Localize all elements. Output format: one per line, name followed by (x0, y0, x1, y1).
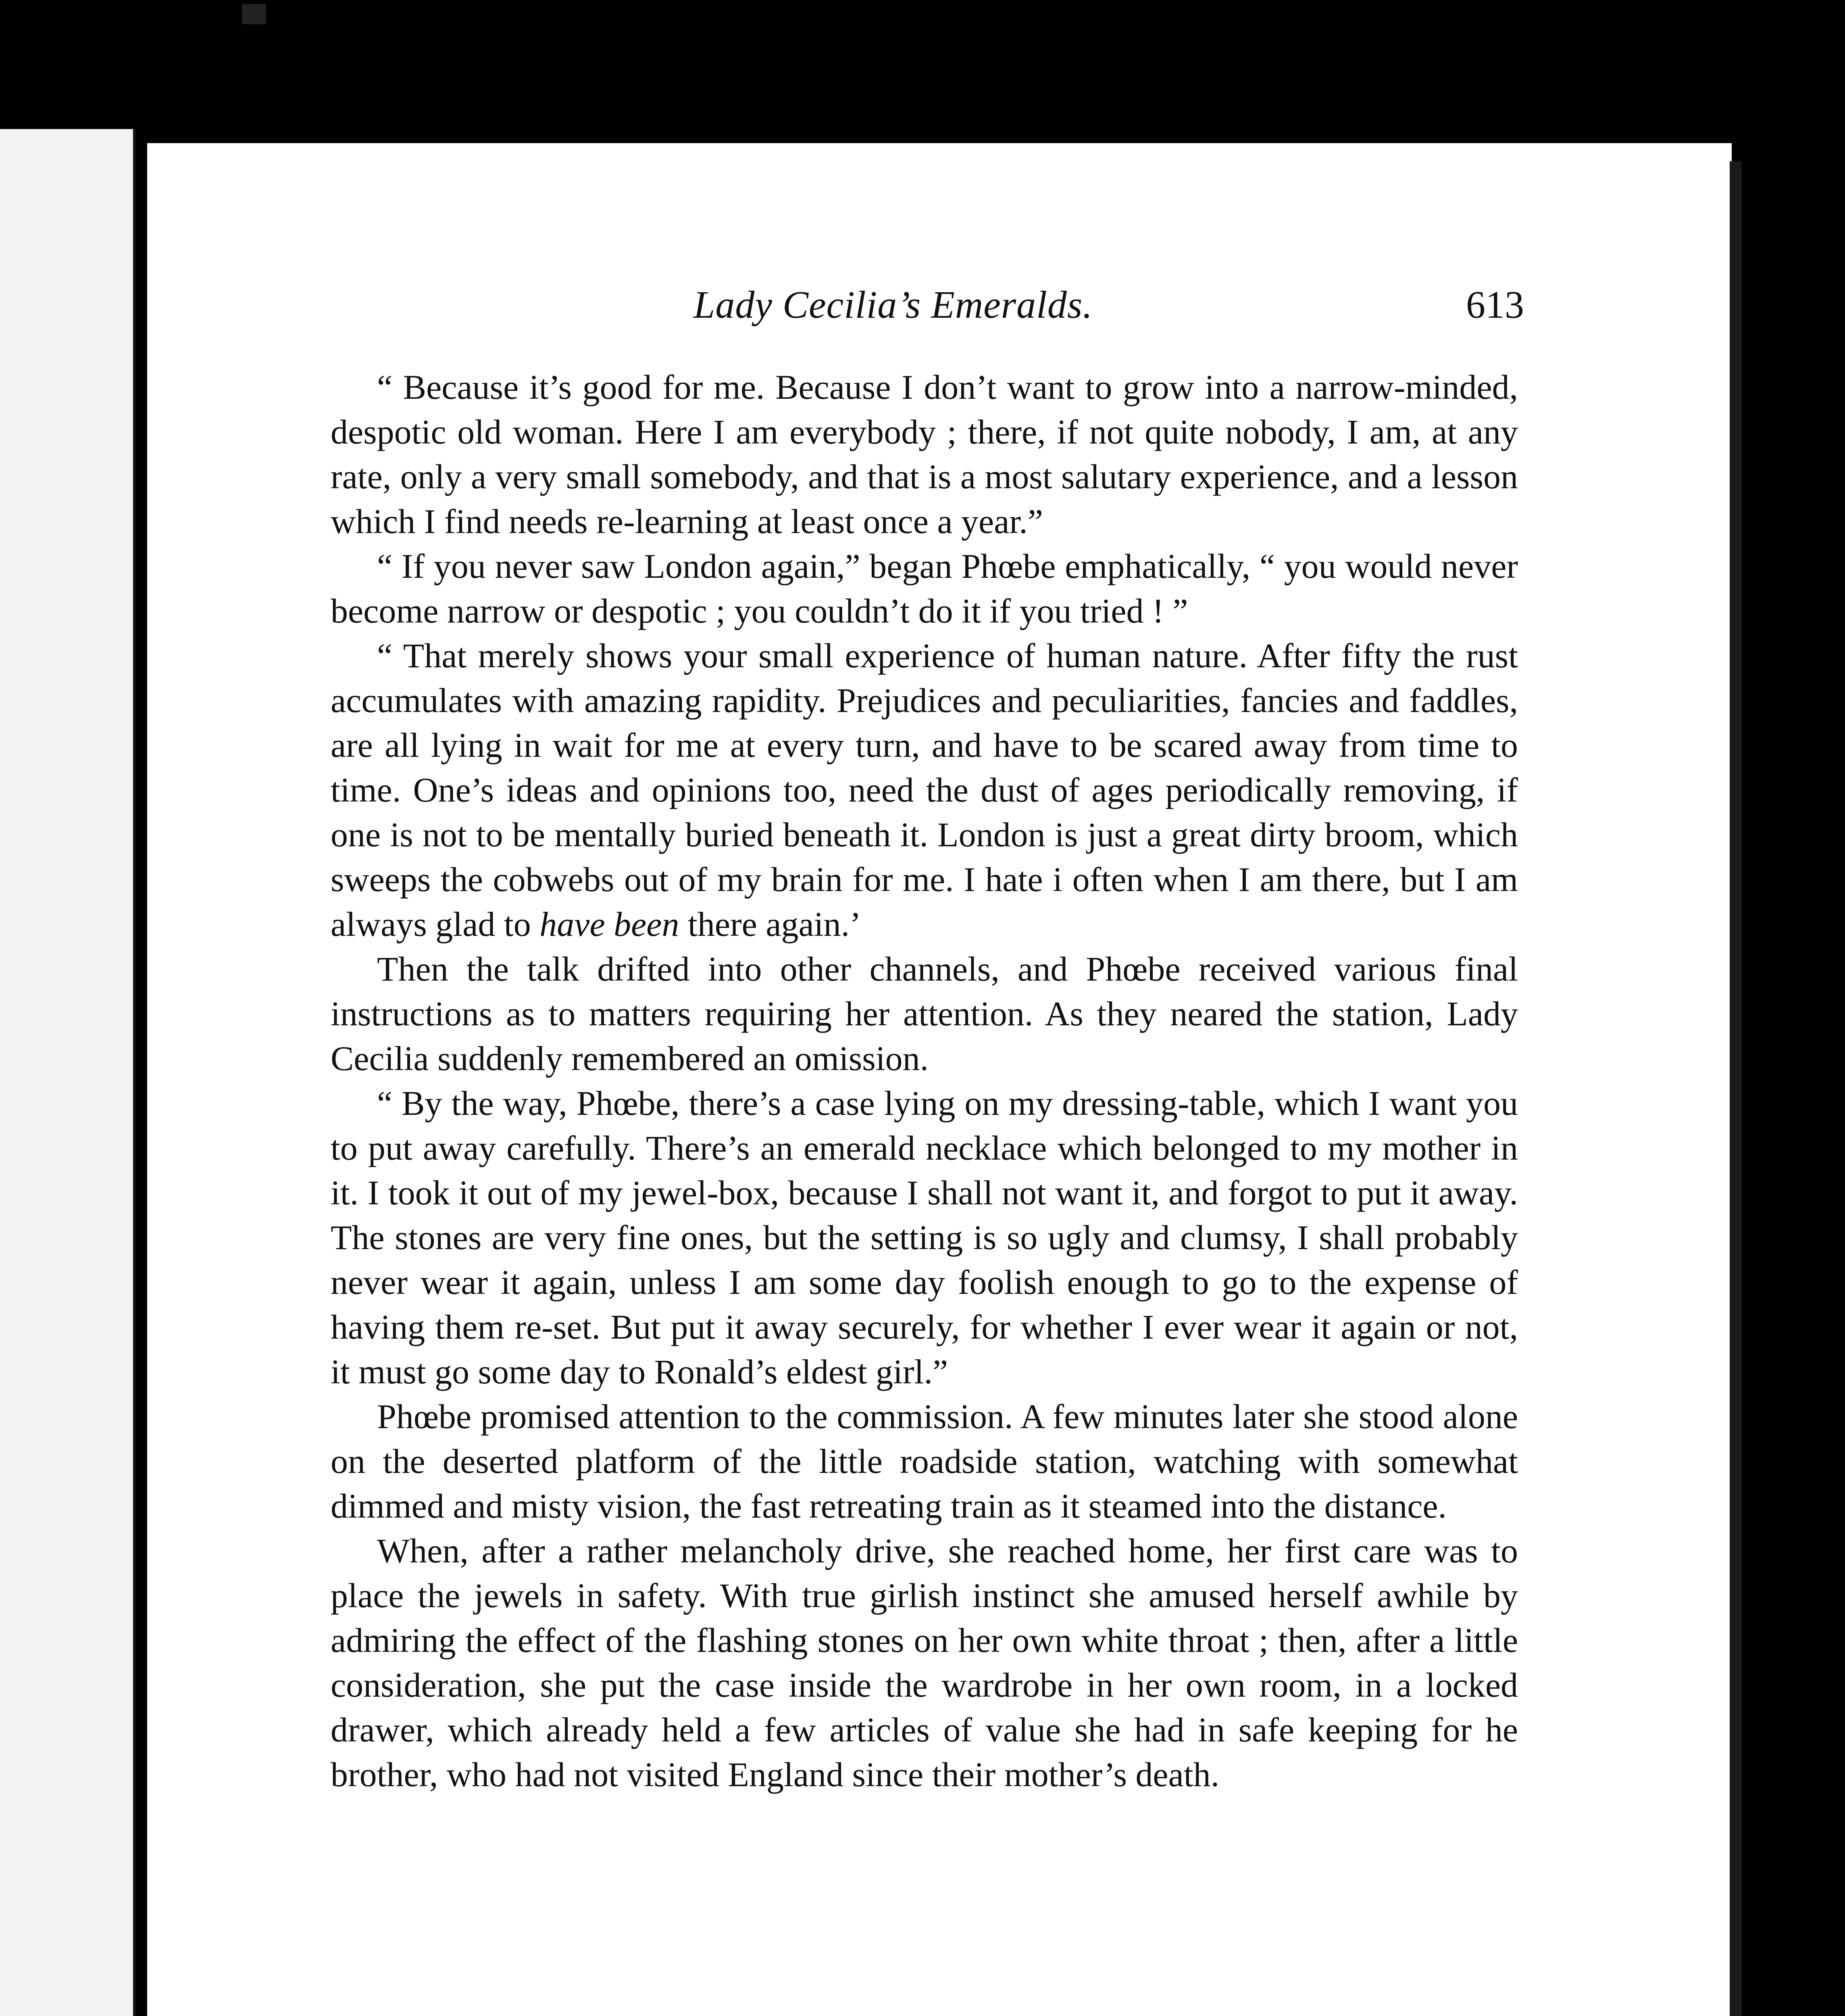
paragraph: Then the talk drifted into other channels, and Phœbe received various final instructions as to matters requiring her attention. As they neared the station, Lady Cecilia suddenly remembered an omission. (331, 950, 1518, 1078)
paragraph-text: “ That merely shows your small experience of human nature. After fifty the rust accumulates with amazing rapidity. Prejudices and peculiarities, fancies and faddles, are all lying in wait for me at every turn, and have to be scared away from time to time. One’s ideas and opinions too, need the dust of ages periodically removing, if one is not to be mentally buried beneath it. London is just a great dirty broom, which sweeps the cobwebs out of my brain for me. I hate i often when I am there, but I am always glad to (331, 636, 1518, 943)
facing-page-edge (0, 129, 136, 2016)
body-text (331, 365, 1518, 1797)
paragraph: “ If you never saw London again,” began Phœbe emphatically, “ you would never become narrow or despotic ; you couldn’t do it if you tried ! ” (331, 547, 1518, 630)
paragraph-text: there again.’ (679, 905, 861, 943)
page-edge-shadow (1730, 161, 1742, 2016)
paragraph (331, 633, 1518, 947)
page-number: 613 (1466, 283, 1524, 326)
running-title: Lady Cecilia’s Emeralds. (693, 283, 1093, 326)
scan-speck (242, 4, 266, 24)
running-head (331, 282, 1524, 339)
paragraph: When, after a rather melancholy drive, she reached home, her first care was to place the jewels in safety. With true girlish instinct she amused herself awhile by admiring the effect of the flashing stones on her own white throat ; then, after a little consideration, she put the case inside the wardrobe in her own room, in a locked drawer, which already held a few articles of value she had in safe keeping for he brother, who had not visited England since their mother’s death. (331, 1531, 1518, 1794)
emphasis-text: have been (539, 905, 679, 943)
paragraph: Phœbe promised attention to the commission. A few minutes later she stood alone on the deserted platform of the little roadside station, watching with somewhat dimmed and misty vision, the fast retreating train as it steamed into the distance. (331, 1397, 1518, 1525)
paragraph: “ By the way, Phœbe, there’s a case lying on my dressing-table, which I want you to put away carefully. There’s an emerald necklace which belonged to my mother in it. I took it out of my jewel-box, because I shall not want it, and forgot to put it away. The stones are very fine ones, but the setting is so ugly and clumsy, I shall probably never wear it again, unless I am some day foolish enough to go to the expense of having them re-set. But put it away securely, for whether I ever wear it again or not, it must go some day to Ronald’s eldest girl.” (331, 1084, 1518, 1391)
paragraph: “ Because it’s good for me. Because I don’t want to grow into a narrow-minded, despotic old woman. Here I am everybody ; there, if not quite nobody, I am, at any rate, only a very small somebody, and that is a most salutary experience, and a lesson which I find needs re-learning at least once a year.” (331, 368, 1518, 541)
